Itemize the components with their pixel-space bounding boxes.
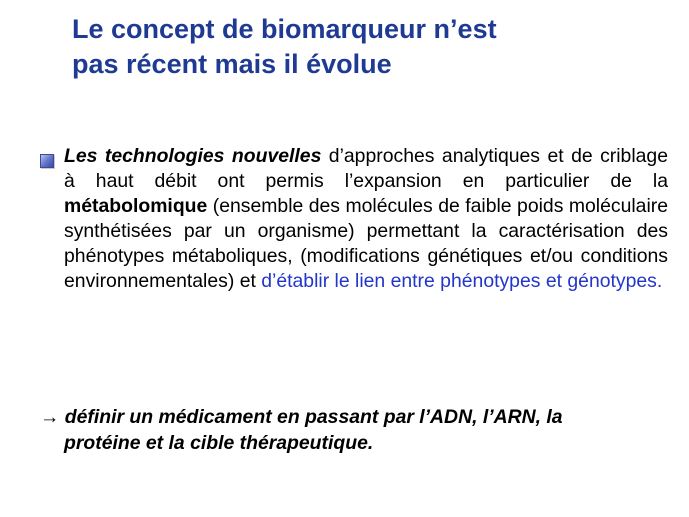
title-line-1: Le concept de biomarqueur n’est [72, 14, 497, 44]
bullet-text-1: d’approches analytiques et de criblage à haut débit ont permis l’expansion en particulier de la [64, 145, 668, 192]
slide-title [72, 12, 662, 82]
conclusion-line-1: définir un médicament en passant par l’ADN, l’ARN, la [59, 406, 563, 428]
bullet-lead-text: Les technologies nouvelles [64, 145, 322, 167]
bullet-highlight-text: d’établir le lien entre phénotypes et génotypes [261, 270, 657, 292]
square-bullet-icon [40, 154, 54, 168]
conclusion-line-2: protéine et la cible thérapeutique. [64, 432, 374, 454]
bullet-end-punct: . [656, 270, 663, 292]
title-line-2: pas récent mais il évolue [72, 49, 392, 79]
bullet-term: métabolomique [64, 195, 208, 217]
arrow-right-icon: → [40, 406, 60, 428]
bullet-text-2: (ensemble des molécules de faible poids moléculaire synthétisées par un organisme) permettant la caractérisation des phénotypes métaboliques, (modifications génétiques et/ou conditions environnementales) et [64, 195, 668, 292]
bullet-paragraph [64, 144, 668, 294]
conclusion-statement [40, 404, 668, 456]
